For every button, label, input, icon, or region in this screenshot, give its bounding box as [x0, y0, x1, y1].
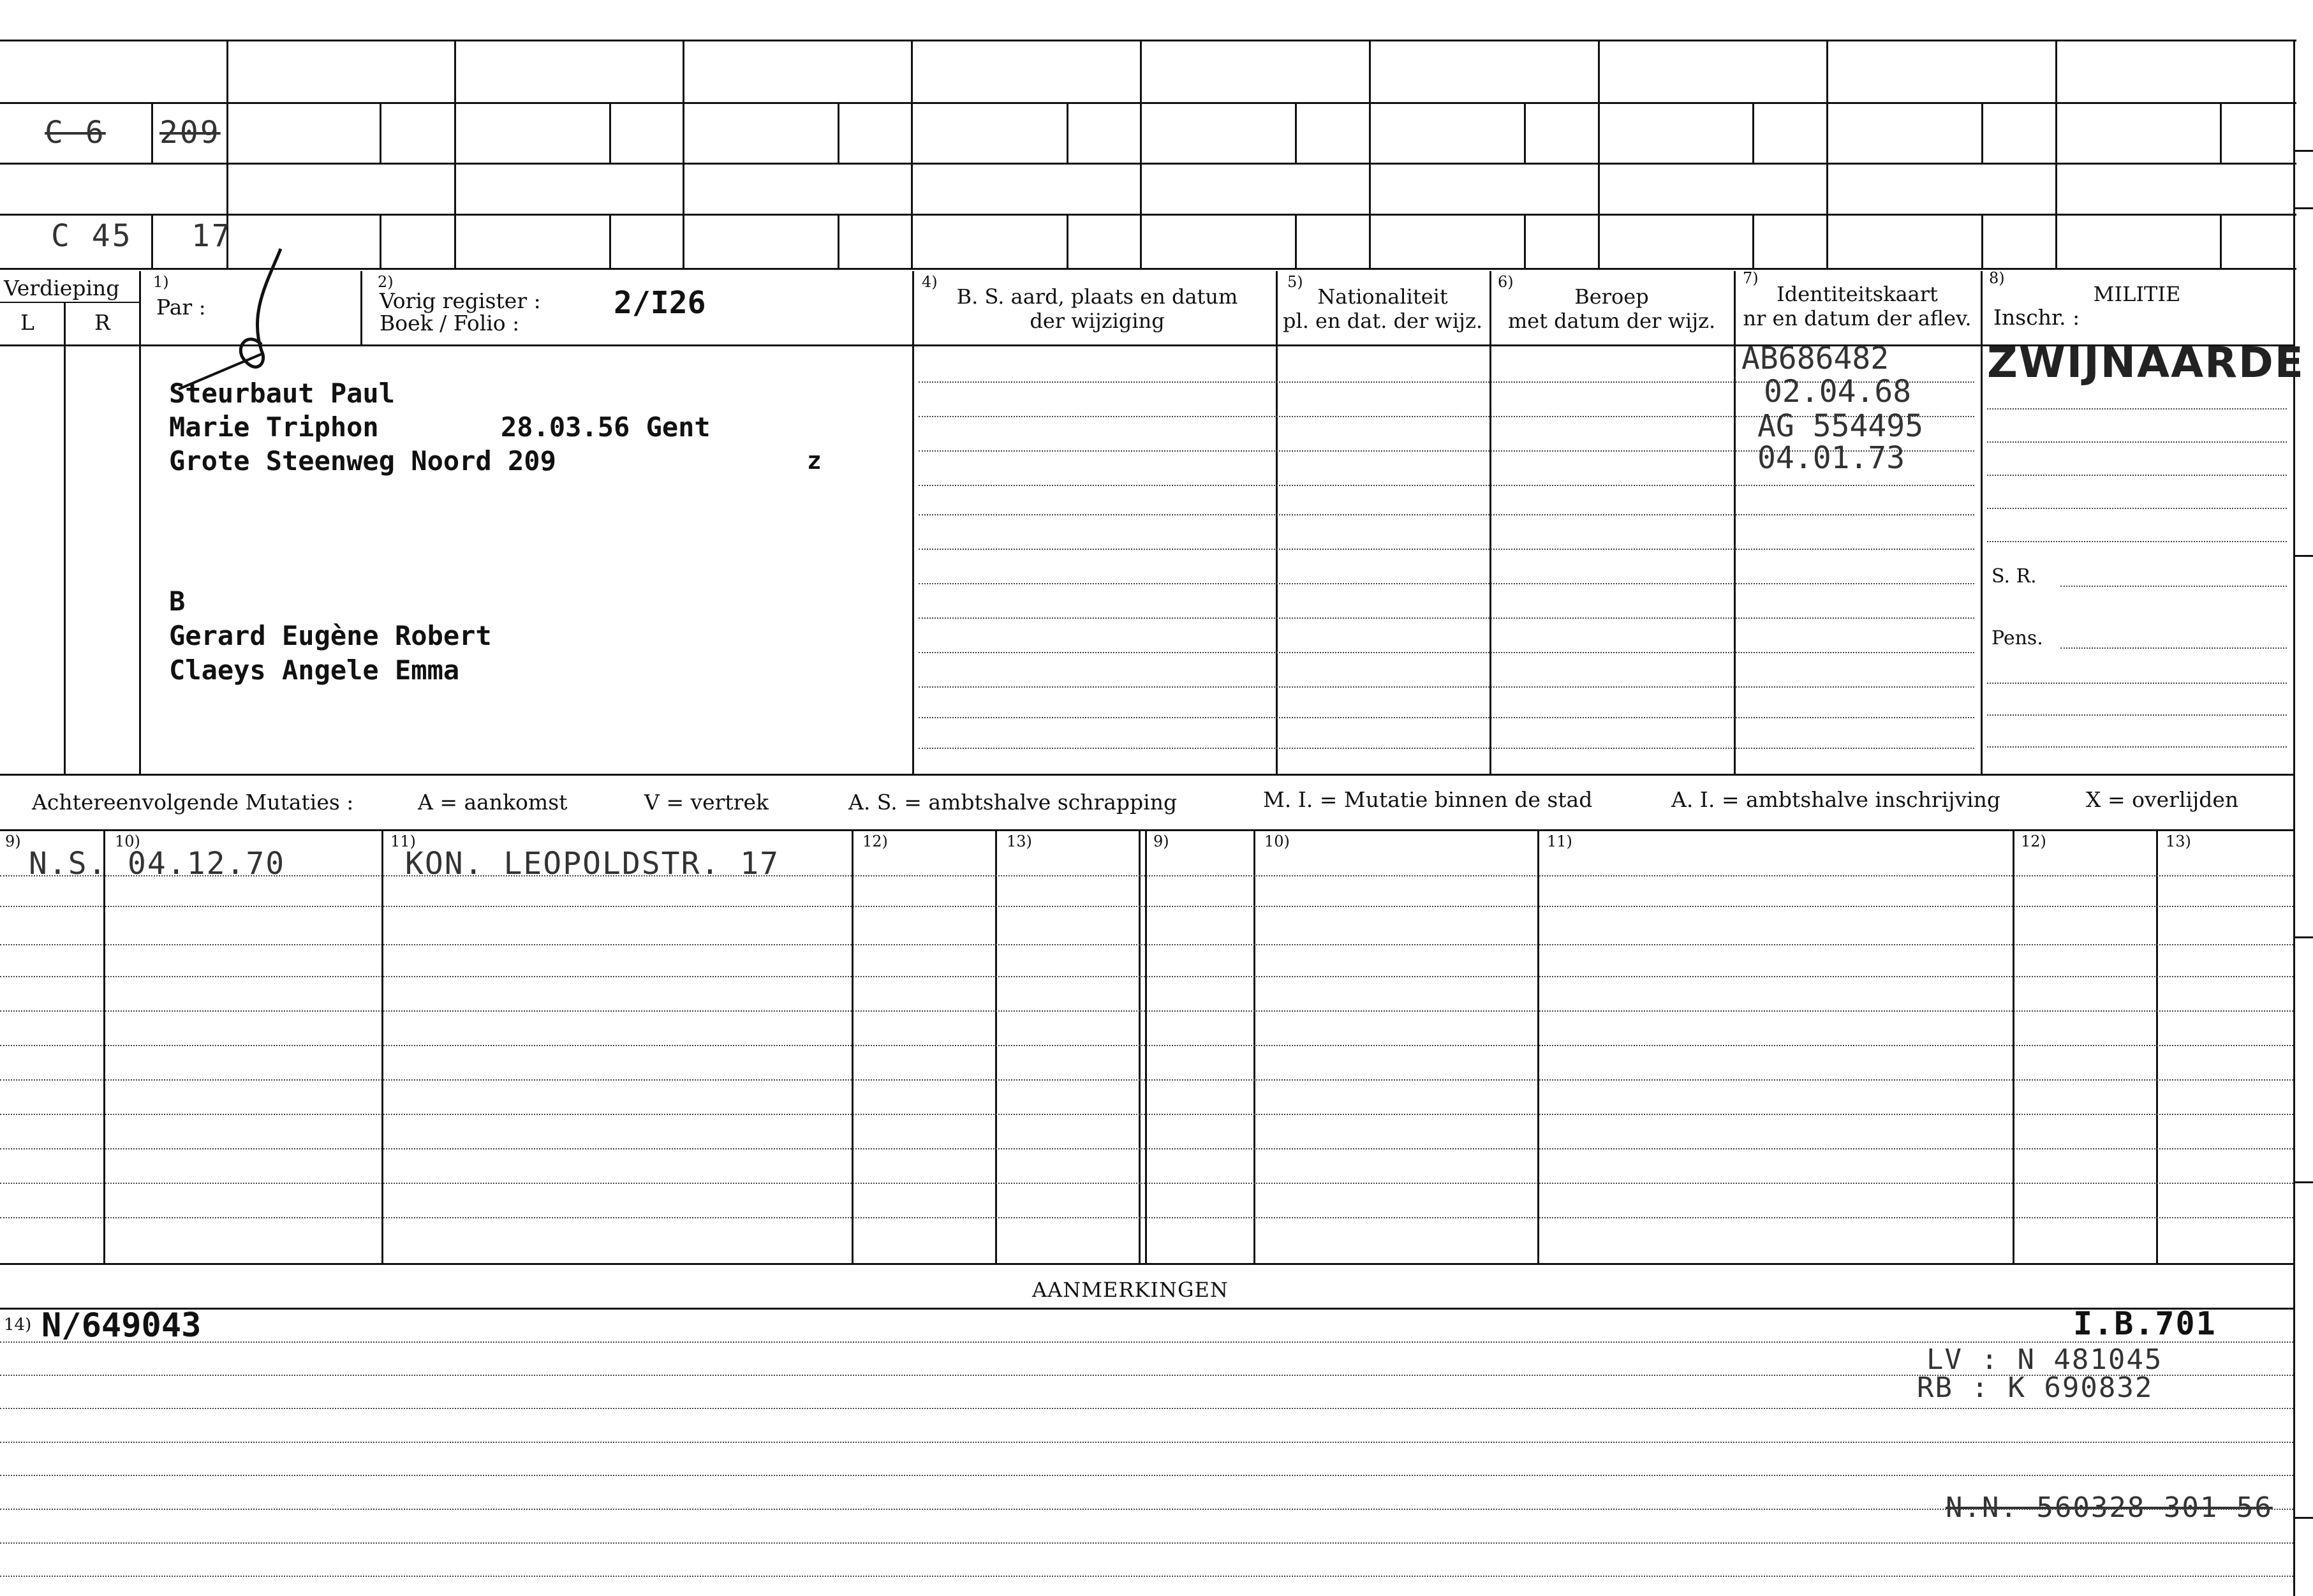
rule	[1981, 271, 1983, 774]
col5-header	[1276, 284, 1489, 333]
rule	[1598, 40, 1600, 268]
col10-num: 10)	[115, 832, 140, 850]
verdieping-r-label: R	[94, 310, 110, 335]
col6-num: 6)	[1498, 273, 1514, 291]
person-name-3: Gerard Eugène Robert	[169, 620, 492, 651]
rule	[2295, 936, 2313, 938]
sr-label: S. R.	[1992, 565, 2037, 587]
col6-header-line2: met datum der wijz.	[1507, 309, 1716, 333]
rule	[139, 271, 141, 774]
rule	[2295, 1517, 2313, 1519]
rule	[919, 717, 1974, 718]
legend-v: V = vertrek	[644, 790, 769, 815]
rule	[380, 102, 381, 163]
rule	[919, 485, 1974, 486]
rule	[0, 976, 2293, 977]
rule	[838, 102, 839, 163]
col4-header-line1: B. S. aard, plaats en datum	[956, 284, 1238, 309]
ib-code: I.B.701	[2073, 1305, 2217, 1342]
rule	[151, 214, 153, 268]
rule	[1826, 40, 1828, 268]
verdieping-l-label: L	[20, 310, 34, 335]
col6-header-line1: Beroep	[1574, 284, 1649, 309]
col7-header	[1734, 282, 1981, 330]
rule	[1752, 214, 1754, 268]
rule	[2295, 207, 2313, 209]
rule	[0, 1542, 2293, 1544]
col11-num: 11)	[390, 832, 416, 850]
rule	[1489, 271, 1491, 774]
verdieping-label: Verdieping	[4, 276, 120, 300]
pens-label: Pens.	[1992, 627, 2043, 649]
rule	[0, 906, 2293, 907]
person-b-label: B	[169, 586, 186, 617]
rule	[1253, 829, 1255, 1263]
rule	[360, 271, 362, 344]
rule	[0, 344, 2293, 346]
rule	[0, 214, 2296, 216]
rule	[0, 1408, 2293, 1409]
id-card-1-number: AB686482	[1741, 341, 1889, 376]
rule	[2055, 40, 2057, 268]
id-card-2-date: 04.01.73	[1757, 440, 1905, 476]
top-grid-row1-ref: C 6	[45, 115, 106, 151]
rule	[2060, 647, 2287, 649]
vorig-register-value: 2/I26	[614, 285, 706, 321]
aanmerkingen-ref: N/649043	[41, 1306, 202, 1345]
rule	[0, 1079, 2293, 1081]
par-num: 1)	[153, 273, 169, 291]
rule	[2293, 40, 2295, 1596]
legend-mi: M. I. = Mutatie binnen de stad	[1263, 787, 1593, 812]
col12-num-right: 12)	[2021, 832, 2046, 850]
col7-header-line1: Identiteitskaart	[1777, 282, 1938, 306]
top-grid-row2-num: 17	[191, 218, 232, 254]
rule	[919, 549, 1974, 550]
rule	[2156, 829, 2158, 1263]
mutaties-title: Achtereenvolgende Mutaties :	[32, 790, 354, 815]
rule	[1734, 271, 1736, 774]
rule	[0, 1375, 2293, 1376]
rule	[919, 583, 1974, 584]
rule	[151, 102, 153, 163]
vorig-num: 2)	[378, 273, 394, 291]
rule	[1987, 408, 2287, 410]
rule	[919, 652, 1974, 653]
rule	[1981, 214, 1983, 268]
rule	[381, 829, 383, 1263]
rule	[380, 214, 381, 268]
col6-header	[1489, 284, 1734, 333]
col11-num-right: 11)	[1547, 832, 1572, 850]
rule	[1987, 441, 2287, 443]
rule	[1140, 40, 1142, 268]
rule	[1295, 102, 1297, 163]
rule	[0, 302, 139, 303]
rule	[1145, 829, 1147, 1263]
lv-number: LV : N 481045	[1926, 1343, 2163, 1376]
col7-header-line2: nr en datum der aflev.	[1743, 306, 1972, 330]
person-mark: z	[807, 447, 822, 475]
mutation-type: N.S.	[29, 846, 108, 882]
rule	[912, 271, 914, 774]
rule	[0, 1114, 2293, 1115]
rule	[1067, 214, 1068, 268]
rule	[838, 214, 839, 268]
rule	[1295, 214, 1297, 268]
rule	[1369, 40, 1371, 268]
rule	[1276, 271, 1278, 774]
top-grid-row1-num: 209	[159, 115, 221, 151]
col4-header	[919, 284, 1276, 333]
rule	[683, 40, 684, 268]
rule	[0, 268, 2296, 270]
rule	[1987, 475, 2287, 476]
legend-as: A. S. = ambtshalve schrapping	[848, 790, 1178, 815]
rule	[852, 829, 854, 1263]
rule	[1987, 746, 2287, 748]
rule	[64, 302, 66, 774]
person-name-1: Steurbaut Paul	[169, 378, 395, 409]
rule	[0, 1263, 2293, 1265]
rule	[0, 1475, 2293, 1476]
col5-header-line1: Nationaliteit	[1317, 284, 1448, 309]
rule	[2295, 150, 2313, 152]
id-card-1-date: 02.04.68	[1764, 374, 1912, 410]
rule	[1987, 508, 2287, 509]
rb-number: RB : K 690832	[1917, 1371, 2154, 1404]
person-birth: 28.03.56 Gent	[501, 411, 711, 443]
rule	[919, 514, 1974, 515]
rule	[0, 1341, 2293, 1343]
mutation-date: 04.12.70	[128, 846, 286, 882]
person-name-4: Claeys Angele Emma	[169, 654, 460, 686]
rule	[1139, 829, 1141, 1263]
rule	[0, 1183, 2293, 1184]
person-address: Grote Steenweg Noord 209	[169, 445, 556, 477]
person-name-2: Marie Triphon	[169, 411, 379, 443]
rule	[454, 40, 456, 268]
rule	[1524, 102, 1526, 163]
col5-num: 5)	[1287, 273, 1303, 291]
col7-num: 7)	[1743, 269, 1759, 287]
col13-num-right: 13)	[2166, 832, 2191, 850]
rule	[1987, 541, 2287, 542]
rule	[0, 774, 2293, 776]
rule	[0, 1442, 2293, 1443]
top-grid-row2-ref: C 45	[51, 218, 133, 254]
aanmerkingen-title: AANMERKINGEN	[1032, 1278, 1229, 1302]
rule	[995, 829, 997, 1263]
rule	[1067, 102, 1068, 163]
rule	[919, 748, 1974, 749]
rule	[0, 40, 2296, 41]
boek-folio-label: Boek / Folio :	[380, 311, 520, 336]
rule	[0, 102, 2296, 104]
rule	[1752, 102, 1754, 163]
rule	[2295, 1181, 2313, 1183]
rule	[609, 102, 611, 163]
rule	[911, 40, 913, 268]
rule	[0, 163, 2296, 165]
aanmerkingen-num: 14)	[4, 1315, 32, 1334]
vorig-register-label: Vorig register :	[380, 288, 541, 313]
col13-num: 13)	[1007, 832, 1032, 850]
col9-num: 9)	[5, 832, 21, 850]
id-card-2-number: AG 554495	[1757, 408, 1924, 444]
rule	[2220, 214, 2222, 268]
rule	[1987, 683, 2287, 684]
rule	[0, 1148, 2293, 1149]
rule	[0, 1576, 2293, 1577]
col4-header-line2: der wijziging	[1030, 309, 1165, 333]
col10-num-right: 10)	[1264, 832, 1290, 850]
rule	[0, 1308, 2293, 1310]
nn-number: N.N. 560328 301 56	[1946, 1491, 2273, 1524]
rule	[0, 875, 2293, 876]
mutation-address: KON. LEOPOLDSTR. 17	[405, 846, 780, 882]
rule	[0, 1045, 2293, 1046]
par-label: Par :	[156, 295, 206, 320]
col8-num: 8)	[1989, 269, 2005, 287]
militie-header: MILITIE	[2093, 282, 2181, 306]
militie-stamp: ZWIJNAARDE	[1987, 338, 2305, 387]
legend-a: A = aankomst	[418, 790, 568, 815]
col5-header-line2: pl. en dat. der wijz.	[1282, 309, 1482, 333]
rule	[2060, 586, 2287, 587]
rule	[609, 214, 611, 268]
rule	[919, 686, 1974, 688]
inschr-label: Inschr. :	[1993, 305, 2080, 330]
rule	[2220, 102, 2222, 163]
legend-ai: A. I. = ambtshalve inschrijving	[1671, 787, 2001, 812]
rule	[2295, 555, 2313, 557]
rule	[1981, 102, 1983, 163]
rule	[919, 617, 1974, 619]
legend-x: X = overlijden	[2086, 787, 2239, 812]
rule	[0, 944, 2293, 945]
col9-num-right: 9)	[1153, 832, 1169, 850]
rule	[2013, 829, 2014, 1263]
rule	[1537, 829, 1539, 1263]
rule	[1524, 214, 1526, 268]
col12-num: 12)	[862, 832, 888, 850]
rule	[0, 1217, 2293, 1218]
rule	[1987, 714, 2287, 716]
rule	[0, 1010, 2293, 1012]
col4-num: 4)	[922, 273, 938, 291]
rule	[0, 1509, 2293, 1510]
rule	[103, 829, 105, 1263]
